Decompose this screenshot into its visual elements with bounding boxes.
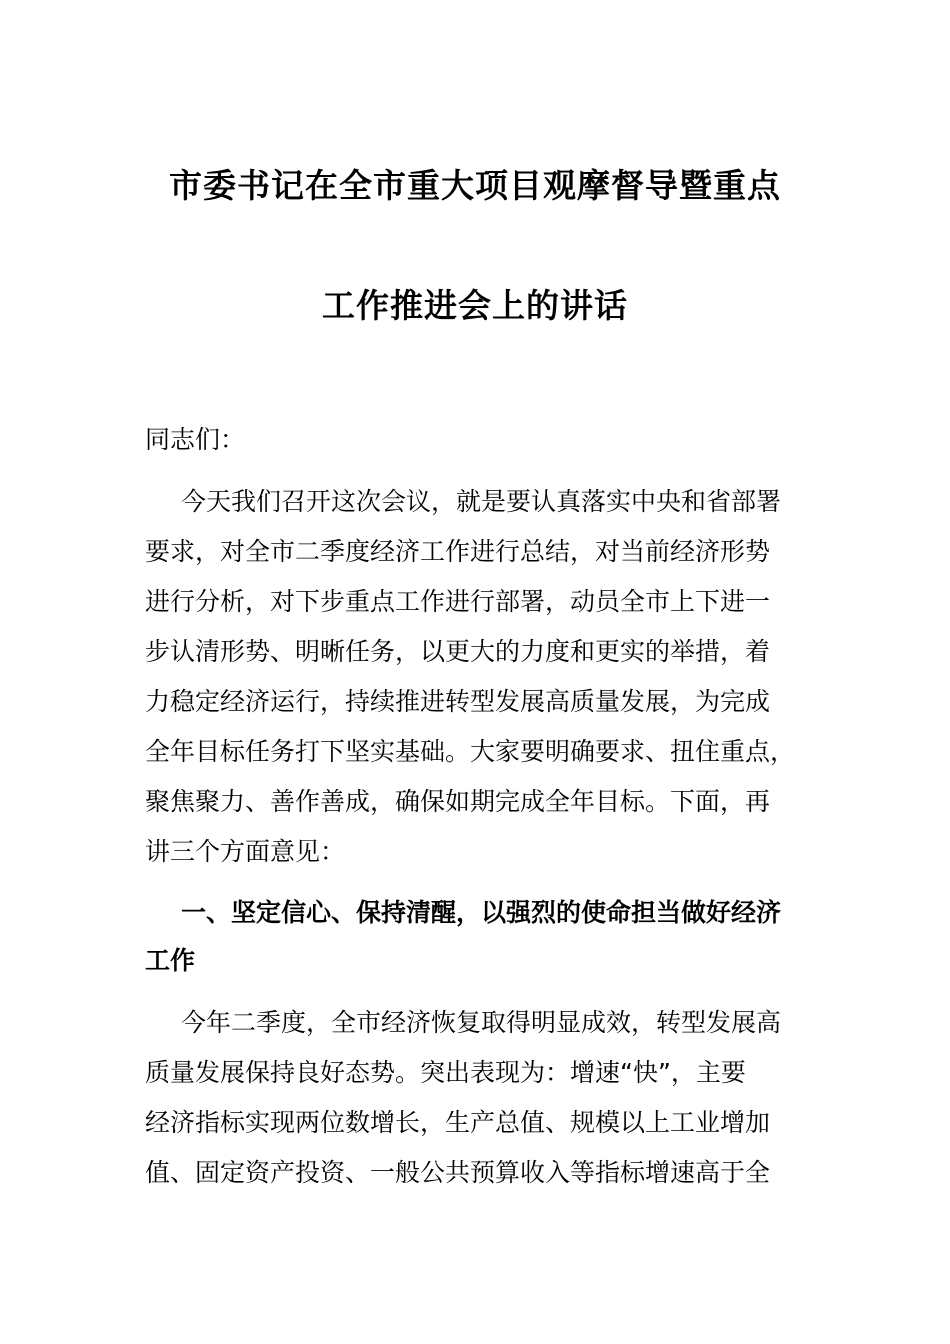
intro-paragraph-line: 聚焦聚力、善作善成，确保如期完成全年目标。下面，再 bbox=[145, 787, 771, 816]
intro-paragraph-line: 讲三个方面意见： bbox=[145, 837, 346, 866]
intro-paragraph-line: 今天我们召开这次会议，就是要认真落实中央和省部署 bbox=[181, 487, 782, 516]
intro-paragraph-line: 全年目标任务打下坚实基础。大家要明确要求、扭住重点， bbox=[145, 737, 796, 766]
document-title-line-1: 市委书记在全市重大项目观摩督导暨重点 bbox=[169, 166, 781, 205]
document-title-line-2: 工作推进会上的讲话 bbox=[322, 286, 628, 325]
section-1-paragraph-line: 经济指标实现两位数增长，生产总值、规模以上工业增加 bbox=[145, 1108, 771, 1137]
section-1-paragraph-line: 值、固定资产投资、一般公共预算收入等指标增速高于全 bbox=[145, 1158, 771, 1187]
intro-paragraph-line: 进行分析，对下步重点工作进行部署，动员全市上下进一 bbox=[145, 587, 771, 616]
section-1-paragraph-line: 今年二季度，全市经济恢复取得明显成效，转型发展高 bbox=[181, 1008, 782, 1037]
salutation: 同志们： bbox=[145, 425, 246, 454]
section-1-paragraph-line: 质量发展保持良好态势。突出表现为：增速“快”，主要 bbox=[145, 1058, 746, 1087]
intro-paragraph-line: 步认清形势、明晰任务，以更大的力度和更实的举措，着 bbox=[145, 637, 771, 666]
section-1-heading-line: 工作 bbox=[145, 946, 196, 975]
intro-paragraph-line: 要求，对全市二季度经济工作进行总结，对当前经济形势 bbox=[145, 537, 771, 566]
section-1-heading-line: 一、坚定信心、保持清醒，以强烈的使命担当做好经济 bbox=[181, 898, 782, 927]
intro-paragraph-line: 力稳定经济运行，持续推进转型发展高质量发展，为完成 bbox=[145, 687, 771, 716]
